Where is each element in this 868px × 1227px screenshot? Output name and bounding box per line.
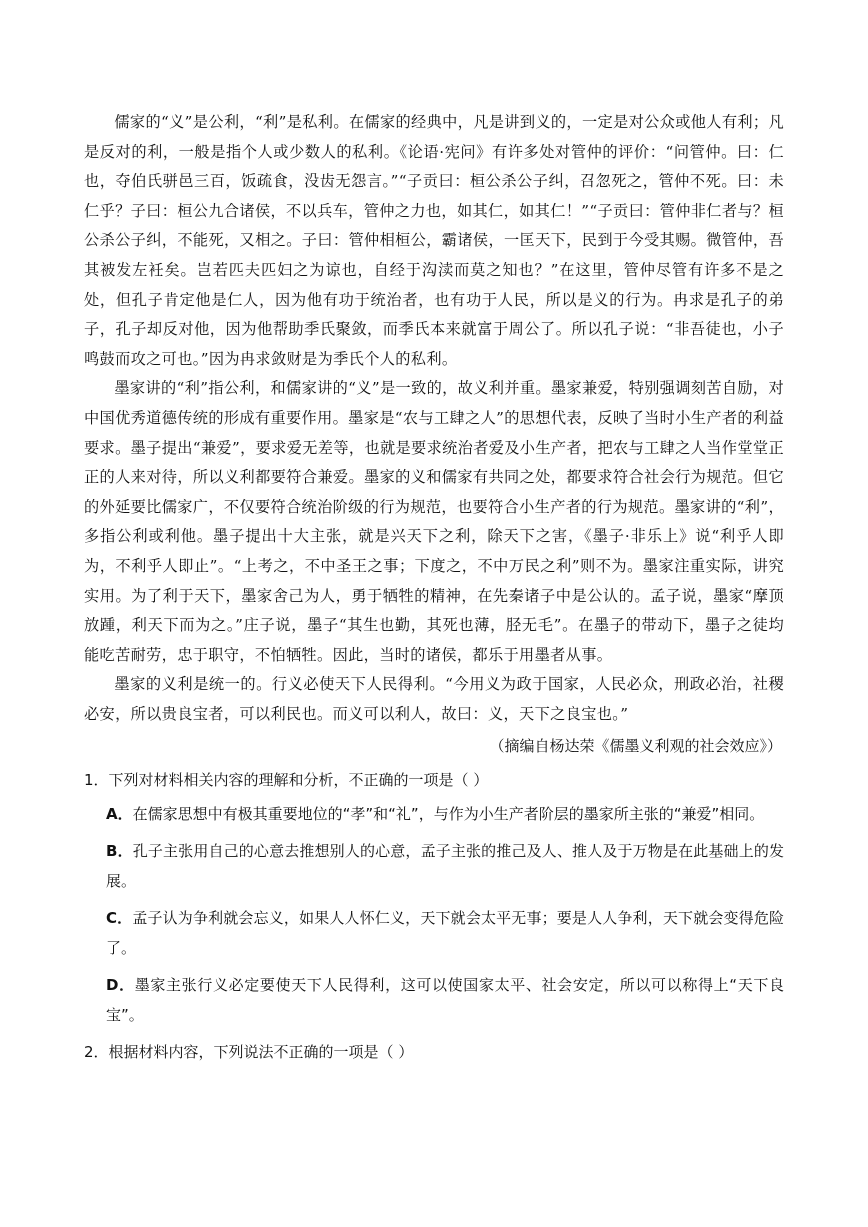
option-text: 墨家主张行义必定要使天下人民得利，这可以使国家太平、社会安定，所以可以称得上“天下良宝”。	[106, 976, 784, 1025]
question-1-options	[84, 799, 784, 1030]
option-letter: D．	[106, 976, 135, 995]
question-2	[84, 1037, 784, 1067]
option-text: 孟子认为争利就会忘义，如果人人怀仁义，天下就会太平无事；要是人人争利，天下就会变得危险了。	[106, 909, 784, 958]
option-letter: B．	[106, 842, 133, 861]
option-letter: C．	[106, 909, 133, 928]
question-2-stem: 2．根据材料内容，下列说法不正确的一项是（ ）	[84, 1043, 414, 1062]
question-1-option-d[interactable]	[84, 970, 784, 1030]
question-1-option-c[interactable]	[84, 903, 784, 963]
question-1-stem: 1．下列对材料相关内容的理解和分析，不正确的一项是（ ）	[84, 771, 489, 790]
passage-source: （摘编自杨达荣《儒墨义利观的社会效应》）	[489, 737, 782, 756]
option-text: 孔子主张用自己的心意去推想别人的心意，孟子主张的推己及人、推人及于万物是在此基础上的发展。	[106, 842, 784, 891]
option-letter: A．	[106, 805, 133, 824]
passage-paragraph-2: 墨家讲的“利”指公利，和儒家讲的“义”是一致的，故义利并重。墨家兼爱，特别强调刻苦自励，对中国优秀道德传统的形成有重要作用。墨家是“农与工肆之人”的思想代表，反映了当时小生产者的利益要求。墨子提出“兼爱”，要求爱无差等，也就是要求统治者爱及小生产者，把农与工肆之人当作堂堂正正的人来对待，所以义利都要符合兼爱。墨家的义和儒家有共同之处，都要求符合社会行为规范。但它的外延要比儒家广，不仅要符合统治阶级的行为规范，也要符合小生产者的行为规范。墨家讲的“利”，多指公利或利他。墨子提出十大主张，就是兴天下之利，除天下之害，《墨子·非乐上》说“利乎人即为，不利乎人即止”。“上考之，不中圣王之事；下度之，不中万民之利”则不为。墨家注重实际，讲究实用。为了利于天下，墨家舍己为人，勇于牺牲的精神，在先秦诸子中是公认的。孟子说，墨家“摩顶放踵，利天下而为之。”庄子说，墨子“其生也勤，其死也薄，胫无毛”。在墨子的带动下，墨子之徒均能吃苦耐劳，忠于职守，不怕牺牲。因此，当时的诸侯，都乐于用墨者从事。	[84, 379, 784, 664]
passage-paragraph-3: 墨家的义利是统一的。行义必使天下人民得利。“今用义为政于国家，人民必众，刑政必治，社稷必安，所以贵良宝者，可以利民也。而义可以利人，故曰：义，天下之良宝也。”	[84, 675, 784, 723]
option-text: 在儒家思想中有极其重要地位的“孝”和“礼”，与作为小生产者阶层的墨家所主张的“兼爱”相同。	[132, 805, 765, 824]
question-1	[84, 765, 784, 1030]
question-1-option-a[interactable]	[84, 799, 784, 829]
passage-paragraph-1: 儒家的“义”是公利，“利”是私利。在儒家的经典中，凡是讲到义的，一定是对公众或他人有利；凡是反对的利，一般是指个人或少数人的私利。《论语·宪问》有许多处对管仲的评价：“问管仲。曰：仁也，夺伯氏骈邑三百，饭疏食，没齿无怨言。”“子贡曰：桓公杀公子纠，召忽死之，管仲不死。曰：未仁乎？子曰：桓公九合诸侯，不以兵车，管仲之力也，如其仁，如其仁！”“子贡曰：管仲非仁者与？桓公杀公子纠，不能死，又相之。子曰：管仲相桓公，霸诸侯，一匡天下，民到于今受其赐。微管仲，吾其被发左衽矣。岂若匹夫匹妇之为谅也，自经于沟渎而莫之知也？”在这里，管仲尽管有许多不是之处，但孔子肯定他是仁人，因为他有功于统治者，也有功于人民，所以是义的行为。冉求是孔子的弟子，孔子却反对他，因为他帮助季氏聚敛，而季氏本来就富于周公了。所以孔子说：“非吾徒也，小子鸣鼓而攻之可也。”因为冉求敛财是为季氏个人的私利。	[84, 113, 784, 368]
question-1-option-b[interactable]	[84, 836, 784, 896]
